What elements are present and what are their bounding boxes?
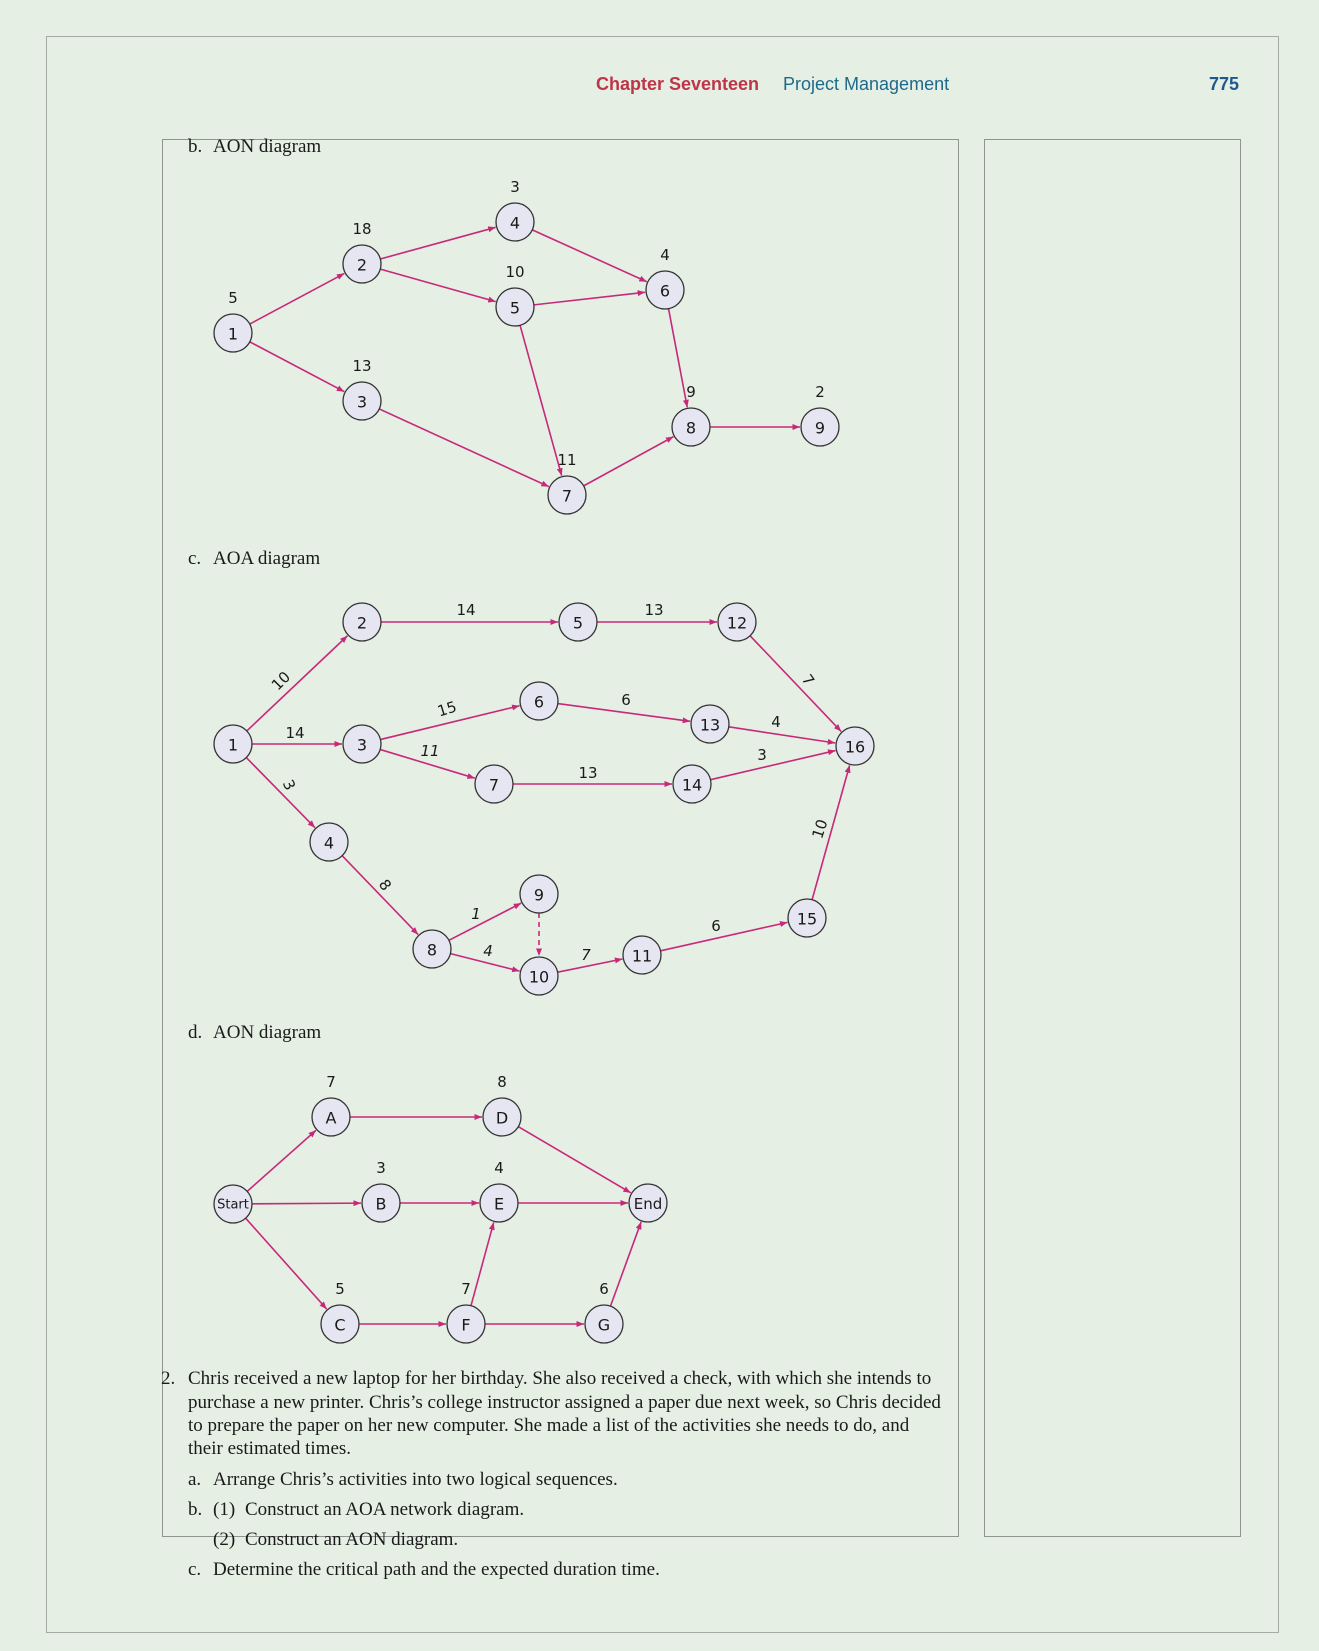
- node-label: 9: [533, 885, 545, 905]
- arrow-edge: [584, 437, 674, 486]
- problem-text-line: Chris received a new laptop for her birthday. She also received a check, with which she intends to: [188, 1368, 932, 1389]
- aon-diagram-b: [214, 178, 839, 514]
- node-label: B: [375, 1194, 387, 1214]
- node-13: [691, 705, 729, 743]
- node-9: [801, 408, 839, 446]
- node-e: [480, 1184, 518, 1222]
- node-label: 4: [509, 213, 521, 233]
- edge-duration-label: 13: [578, 764, 598, 782]
- arrow-edge: [669, 309, 688, 408]
- duration-label: 2: [815, 383, 825, 401]
- edge-duration-label: 8: [374, 875, 396, 895]
- duration-label: 9: [686, 383, 696, 401]
- node-label: 6: [533, 692, 545, 712]
- node-label: 7: [488, 775, 500, 795]
- arrow-edge: [252, 1203, 361, 1204]
- arrow-edge: [246, 1218, 327, 1309]
- aon-diagram-d: [214, 1073, 667, 1343]
- node-label: 7: [561, 486, 573, 506]
- node-11: [623, 936, 661, 974]
- part-b2-num: (2): [213, 1529, 236, 1550]
- node-label: 15: [796, 909, 818, 929]
- edge-duration-label: 13: [644, 601, 664, 619]
- duration-label: 6: [599, 1280, 609, 1298]
- node-16: [836, 727, 874, 765]
- node-label: E: [493, 1194, 505, 1214]
- node-label: 12: [726, 613, 748, 633]
- node-label: D: [495, 1108, 509, 1128]
- page-number: 775: [1209, 74, 1240, 94]
- arrow-edge: [610, 1222, 641, 1306]
- aoa-diagram-c: [214, 601, 874, 995]
- arrow-edge: [380, 227, 495, 259]
- node-15: [788, 899, 826, 937]
- node-label: 2: [356, 255, 368, 275]
- node-label: 5: [509, 298, 521, 318]
- edge-duration-label: 10: [808, 817, 832, 841]
- node-label: 16: [844, 737, 866, 757]
- edge-duration-label: 6: [621, 691, 631, 709]
- node-label: G: [597, 1315, 611, 1335]
- node-c: [321, 1305, 359, 1343]
- arrow-edge: [471, 1222, 494, 1305]
- part-a-text: Arrange Chris’s activities into two logical sequences.: [213, 1469, 618, 1490]
- part-a-letter: a.: [188, 1469, 202, 1490]
- node-label: 4: [323, 833, 335, 853]
- edge-duration-label: 4: [771, 713, 781, 731]
- duration-label: 11: [557, 451, 577, 469]
- duration-label: 10: [505, 263, 525, 281]
- arrow-edge: [750, 636, 841, 732]
- duration-label: 7: [326, 1073, 336, 1091]
- node-8: [672, 408, 710, 446]
- duration-label: 18: [352, 220, 372, 238]
- node-6: [646, 271, 684, 309]
- duration-label: 8: [497, 1073, 507, 1091]
- node-1: [214, 314, 252, 352]
- node-label: 3: [356, 735, 368, 755]
- node-6: [520, 682, 558, 720]
- duration-label: 4: [660, 246, 670, 264]
- problem-text-line: to prepare the paper on her new computer. She made a list of the activities she needs to do, and: [188, 1415, 910, 1436]
- node-14: [673, 765, 711, 803]
- node-label: 5: [572, 613, 584, 633]
- edge-duration-label: 1: [471, 905, 481, 923]
- node-label: 3: [356, 392, 368, 412]
- part-c-text: Determine the critical path and the expected duration time.: [213, 1559, 660, 1580]
- part-b-letter: b.: [188, 1499, 203, 1520]
- node-label: 2: [356, 613, 368, 633]
- arrow-edge: [534, 292, 645, 305]
- arrow-edge: [379, 409, 549, 487]
- node-5: [559, 603, 597, 641]
- part-b1-num: (1): [213, 1499, 236, 1520]
- node-9: [520, 875, 558, 913]
- node-1: [214, 725, 252, 763]
- node-label: 6: [659, 281, 671, 301]
- node-g: [585, 1305, 623, 1343]
- duration-label: 3: [376, 1159, 386, 1177]
- arrow-edge: [520, 325, 562, 475]
- node-7: [548, 476, 586, 514]
- node-label: 8: [426, 940, 438, 960]
- edge-duration-label: 4: [483, 942, 493, 960]
- duration-label: 4: [494, 1159, 504, 1177]
- part-b1-text: Construct an AOA network diagram.: [245, 1499, 525, 1520]
- node-4: [496, 203, 534, 241]
- arrow-edge: [342, 856, 418, 935]
- node-4: [310, 823, 348, 861]
- node-8: [413, 930, 451, 968]
- node-label: 1: [227, 324, 239, 344]
- node-10: [520, 957, 558, 995]
- node-3: [343, 725, 381, 763]
- problem-text-line: purchase a new printer. Chris’s college instructor assigned a paper due next week, so Chris decided: [188, 1392, 941, 1413]
- arrow-edge: [247, 1130, 316, 1191]
- node-12: [718, 603, 756, 641]
- node-3: [343, 382, 381, 420]
- node-label: 13: [699, 715, 721, 735]
- node-7: [475, 765, 513, 803]
- arrow-edge: [250, 273, 345, 324]
- chapter-label: Chapter Seventeen: [596, 74, 760, 94]
- node-label: 8: [685, 418, 697, 438]
- node-start: [214, 1185, 252, 1223]
- chapter-title: Project Management: [783, 74, 950, 94]
- edge-duration-label: 3: [278, 776, 300, 794]
- arrow-edge: [661, 922, 788, 950]
- node-label: 9: [814, 418, 826, 438]
- arrow-edge: [247, 636, 348, 731]
- part-c-letter: c.: [188, 1559, 202, 1580]
- node-b: [362, 1184, 400, 1222]
- duration-label: 7: [461, 1280, 471, 1298]
- node-2: [343, 245, 381, 283]
- node-d: [483, 1098, 521, 1136]
- node-label: 1: [227, 735, 239, 755]
- edge-duration-label: 3: [757, 746, 767, 764]
- arrow-edge: [711, 751, 836, 780]
- edge-duration-label: 7: [797, 670, 819, 690]
- arrow-edge: [532, 230, 646, 282]
- arrow-edge: [246, 758, 315, 828]
- node-label: End: [633, 1195, 663, 1213]
- node-label: A: [325, 1108, 337, 1128]
- edge-duration-label: 6: [711, 917, 721, 935]
- edge-duration-label: 7: [581, 946, 591, 964]
- duration-label: 3: [510, 178, 520, 196]
- arrow-edge: [518, 1127, 630, 1193]
- arrow-edge: [380, 269, 495, 301]
- part-b2-text: Construct an AON diagram.: [245, 1529, 459, 1550]
- node-5: [496, 288, 534, 326]
- duration-label: 5: [335, 1280, 345, 1298]
- arrow-edge: [449, 903, 521, 940]
- problem-text-line: their estimated times.: [188, 1438, 352, 1459]
- duration-label: 5: [228, 289, 238, 307]
- node-label: Start: [217, 1197, 249, 1213]
- edge-duration-label: 11: [420, 742, 440, 760]
- node-label: C: [334, 1315, 346, 1335]
- node-2: [343, 603, 381, 641]
- edge-duration-label: 14: [285, 724, 305, 742]
- arrow-edge: [250, 342, 344, 392]
- edge-duration-label: 14: [456, 601, 476, 619]
- node-a: [312, 1098, 350, 1136]
- duration-label: 13: [352, 357, 372, 375]
- problem-number: 2.: [161, 1368, 176, 1389]
- node-end: [629, 1184, 667, 1222]
- edge-duration-label: 15: [435, 697, 459, 721]
- node-f: [447, 1305, 485, 1343]
- node-label: F: [461, 1315, 471, 1335]
- edge-duration-label: 10: [267, 667, 295, 695]
- node-label: 11: [631, 946, 653, 966]
- node-label: 14: [681, 775, 703, 795]
- node-label: 10: [528, 967, 550, 987]
- arrow-edge: [729, 727, 835, 743]
